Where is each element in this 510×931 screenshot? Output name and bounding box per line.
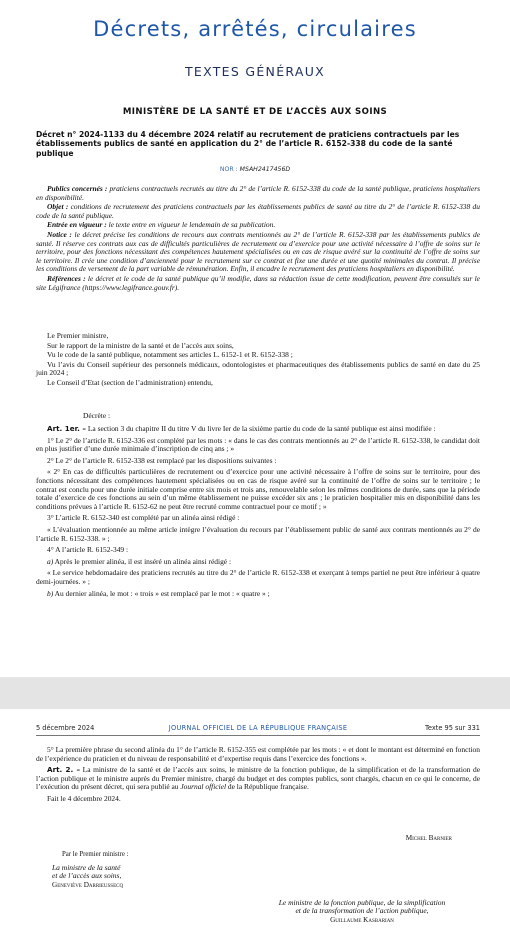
decree-title: Décret n° 2024-1133 du 4 décembre 2024 relatif au recrutement de praticiens contractuels par les établissements publics de santé en application du 2° de l’article R. 6152-338 du code de la santé publique — [36, 130, 460, 158]
health-minister-signature — [52, 864, 123, 889]
summary-references — [36, 275, 480, 292]
entree-label: Entrée en vigueur : — [47, 220, 107, 230]
summary-entree — [36, 221, 480, 230]
public-service-minister-title-1: Le ministre de la fonction publique, de la simplification — [278, 898, 446, 907]
item-4a-text: Après le premier alinéa, il est inséré un alinéa ainsi rédigé : — [53, 556, 232, 566]
section-title: TEXTES GÉNÉRAUX — [184, 64, 326, 79]
ministry-heading: MINISTÈRE DE LA SANTÉ ET DE L’ACCÈS AUX SOINS — [122, 107, 388, 117]
item-4b-text: Au dernier alinéa, le mot : « trois » est remplacé par le mot : « quatre » ; — [53, 588, 270, 598]
nor-value: MSAH2417456D — [239, 166, 291, 173]
summary-publics — [36, 185, 480, 202]
decree-summary — [36, 185, 480, 293]
header-divider — [36, 735, 480, 736]
header-page-number: Texte 95 sur 331 — [425, 724, 480, 732]
public-service-minister-title-2: et de la transformation de l’action publique, — [295, 906, 429, 916]
article-1-item-3-quote: « L’évaluation mentionnée au même article intègre l’évaluation du recours par l’établissement public de santé aux contrats mentionnés au 2° de l’article R. 6152-338. » ; — [36, 524, 480, 543]
public-service-minister-signature — [232, 899, 492, 924]
header-date: 5 décembre 2024 — [36, 724, 95, 732]
article-2-label: Art. 2. – — [47, 765, 81, 775]
by-prime-minister: Par le Premier ministre : — [62, 851, 129, 858]
health-minister-name: Geneviève Darrieussecq — [52, 880, 124, 889]
article-1 — [36, 425, 480, 601]
article-1-item-2: 2° Le 2° de l’article R. 6152-338 est remplacé par les dispositions suivantes : — [47, 455, 277, 465]
header-journal-name: JOURNAL OFFICIEL DE LA RÉPUBLIQUE FRANÇAISE — [168, 724, 348, 732]
article-2-text-a: La ministre de la santé et de l’accès aux soins, le ministre de la fonction publique, de la simplification et de la transformation de l’action publique et le ministre auprès du Premier ministre, chargé du budget et des comptes publics, sont chargés, chacun en ce qui le concerne, de l’exécution du présent décret, qui sera publié au — [36, 765, 480, 792]
references-text: le décret et le code de la santé publique qu’il modifie, dans sa rédaction issue de cette modification, peuvent être consultés sur le site Légifrance (https://www.legifrance.gouv.fr). — [36, 273, 480, 292]
article-1-intro-text: La section 3 du chapitre II du titre V du livre Ier de la sixième partie du code de la santé publique est ainsi modifiée : — [86, 424, 436, 433]
article-1-item-4a-quote: « Le service hebdomadaire des praticiens recrutés au titre du 2° de l’article R. 6152-338 et exerçant à temps partiel ne peut être inférieur à quatre demi-journées. » ; — [36, 568, 480, 586]
nor-label: NOR : — [219, 166, 238, 173]
objet-label: Objet : — [47, 202, 69, 212]
prime-minister-name: Michel Barnier — [405, 834, 452, 842]
site-title: Décrets, arrêtés, circulaires — [93, 17, 417, 41]
article-2-journal: Journal officiel — [180, 782, 227, 792]
article-1-item-2-quote: « 2° En cas de difficultés particulières de recrutement ou d’exercice pour une activité nécessaire à l’offre de soins sur le territoire, pour des fonctions nécessitant des compétences hautement spécialisées ou en cas de risque avéré sur la continuité de l’offre de soins sur le territoire ; le contrat est conclu pour une durée initiale comprise entre six mois et trois ans, renouvelable selon les mêmes conditions de durée, sans que la période totale d’exercice de ces fonctions au sein d’un même établissement ne puisse excéder six ans ; le praticien hospitalier mis en disponibilité dans les conditions prévues à l’article R. 6152-62 ne peut être recruté comme contractuel pour ce motif ; » — [36, 467, 480, 511]
page-separator — [0, 677, 510, 709]
item-4b-label: b) — [47, 588, 54, 598]
article-1-item-4: 4° A l’article R. 6152-349 : — [47, 545, 129, 555]
preamble-line: Vu le code de la santé publique, notamment ses articles L. 6152-1 et R. 6152-338 ; — [47, 350, 293, 360]
item-4a-label: a) — [47, 556, 54, 566]
nor-reference — [0, 166, 510, 173]
notice-text: le décret précise les conditions de recours aux contrats mentionnés au 2° de l’article R. 6152-338 par les établissements publics de santé. Il réserve ces contrats aux cas de difficultés particulières de recrutement ou d’exercice pour une activité nécessaire à l’offre de soins sur le territoire, pour des fonctions nécessitant des compétences hautement spécialisées ou en cas de risque avéré sur la continuité de l’offre de soins sur le territoire. Il crée une condition d’ancienneté pour le recrutement sur ce contrat et fixe une durée et une quotité minimales du contrat. Il précise les conditions de versement de la part variable de rémunération. Enfin, il encadre le recrutement des praticiens hospitaliers en disponibilité. — [36, 229, 481, 274]
article-1-label: Art. 1er. – — [47, 424, 86, 433]
summary-objet — [36, 203, 480, 220]
article-1-item-4b — [36, 590, 480, 599]
article-1-item-3: 3° L’article R. 6152-340 est complété par un alinéa ainsi rédigé : — [47, 513, 240, 523]
article-2-text-b: de la République française. — [226, 782, 309, 792]
preamble-line: Vu l’avis du Conseil supérieur des personnels médicaux, odontologistes et pharmaceutiques des établissements publics de santé en date du 25 juin 2024 ; — [36, 359, 480, 378]
summary-notice — [36, 231, 480, 274]
decrete-label: Décrète : — [83, 411, 111, 420]
notice-label: Notice : — [47, 229, 72, 239]
preamble-line: Sur le rapport de la ministre de la santé et de l’accès aux soins, — [47, 340, 234, 350]
objet-text: conditions de recrutement des praticiens contractuels par les établissements publics de santé au titre du 2° de l’article R. 6152-338 du code de la santé publique. — [36, 202, 480, 220]
preamble — [36, 332, 480, 389]
article-1-item-1: 1° Le 2° de l’article R. 6152-336 est complété par les mots : « dans le cas des contrats mentionnés au 2° de l’article R. 6152-338, le candidat doit en plus justifier d’une durée minimale d’inscription de cinq ans ; » — [36, 435, 480, 454]
article-1-item-4a — [36, 558, 480, 567]
article-1-item-5: 5° La première phrase du second alinéa du 1° de l’article R. 6152-355 est complétée par les mots : « et dont le montant est déterminé en fonction de l’expérience du praticien et du niveau de responsabilité et d’expertise requis dans l’exercice des fonctions ». — [36, 745, 480, 763]
preamble-line: Le Premier ministre, — [47, 331, 109, 340]
page-2-body — [36, 746, 480, 807]
public-service-minister-name: Guillaume Kasbarian — [330, 915, 394, 924]
references-label: Références : — [47, 273, 86, 283]
publics-label: Publics concernés : — [47, 184, 108, 193]
health-minister-title-1: La ministre de la santé — [52, 863, 121, 872]
health-minister-title-2: et de l’accès aux soins, — [52, 871, 122, 881]
signature-date: Fait le 4 décembre 2024. — [47, 793, 121, 803]
article-1-intro — [36, 425, 480, 434]
entree-text: le texte entre en vigueur le lendemain de sa publication. — [106, 220, 276, 230]
article-2 — [36, 766, 480, 792]
preamble-line: Le Conseil d’Etat (section de l’administration) entendu, — [47, 377, 213, 387]
publics-text: praticiens contractuels recrutés au titre du 2° de l’article R. 6152-338 du code de la santé publique, praticiens hospitaliers en disponibilité. — [36, 184, 480, 202]
decrete-block — [36, 412, 480, 424]
